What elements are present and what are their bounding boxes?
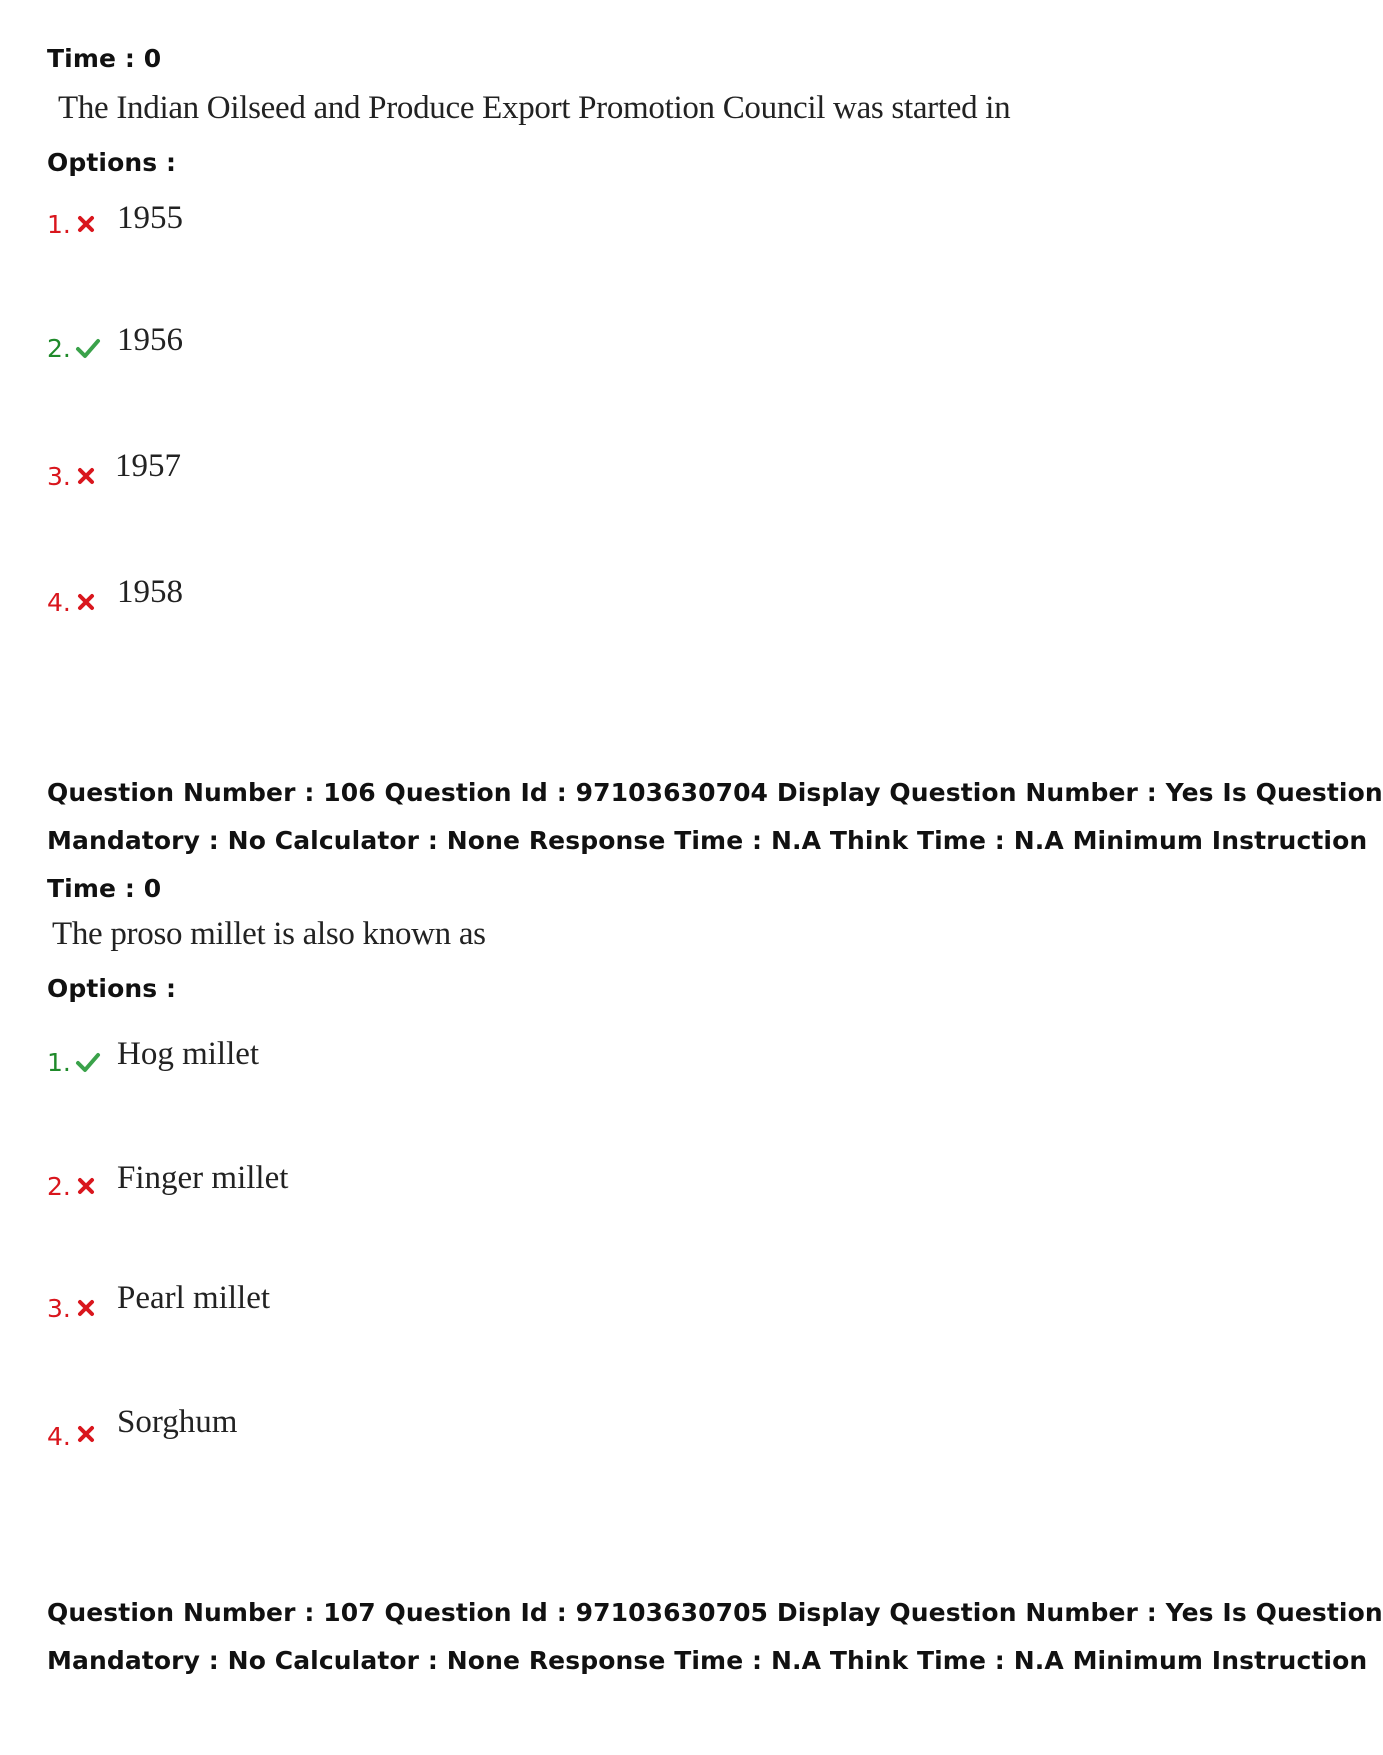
option-text: Sorghum — [117, 1404, 238, 1440]
options-label: Options : — [47, 974, 177, 1003]
cross-icon — [75, 591, 97, 613]
time-label: Time : 0 — [47, 44, 162, 73]
option-text: 1956 — [117, 322, 183, 358]
question-meta-line-2: Mandatory : No Calculator : None Response Time : N.A Think Time : N.A Minimum Instruction — [47, 1646, 1368, 1675]
cross-icon — [75, 465, 97, 487]
question-meta-line-1: Question Number : 106 Question Id : 97103630704 Display Question Number : Yes Is Question — [47, 778, 1383, 807]
option-text: 1958 — [117, 574, 183, 610]
option-number: 4. — [47, 588, 71, 617]
check-icon — [75, 337, 101, 359]
option-number: 4. — [47, 1422, 71, 1451]
option-number: 2. — [47, 1172, 71, 1201]
option-number: 3. — [47, 462, 71, 491]
option-text: 1957 — [115, 448, 181, 484]
cross-icon — [75, 213, 97, 235]
option-text: 1955 — [117, 200, 183, 236]
option-number: 2. — [47, 334, 71, 363]
cross-icon — [75, 1423, 97, 1445]
cross-icon — [75, 1297, 97, 1319]
option-text: Finger millet — [117, 1160, 289, 1196]
time-label: Time : 0 — [47, 874, 162, 903]
question-text: The proso millet is also known as — [52, 916, 486, 952]
question-meta-line-1: Question Number : 107 Question Id : 97103630705 Display Question Number : Yes Is Question — [47, 1598, 1383, 1627]
question-text: The Indian Oilseed and Produce Export Promotion Council was started in — [58, 90, 1011, 126]
option-number: 3. — [47, 1294, 71, 1323]
option-number: 1. — [47, 210, 71, 239]
option-text: Hog millet — [117, 1036, 260, 1072]
options-label: Options : — [47, 148, 177, 177]
cross-icon — [75, 1175, 97, 1197]
check-icon — [75, 1051, 101, 1073]
option-text: Pearl millet — [117, 1280, 271, 1316]
question-meta-line-2: Mandatory : No Calculator : None Response Time : N.A Think Time : N.A Minimum Instruction — [47, 826, 1368, 855]
option-number: 1. — [47, 1048, 71, 1077]
